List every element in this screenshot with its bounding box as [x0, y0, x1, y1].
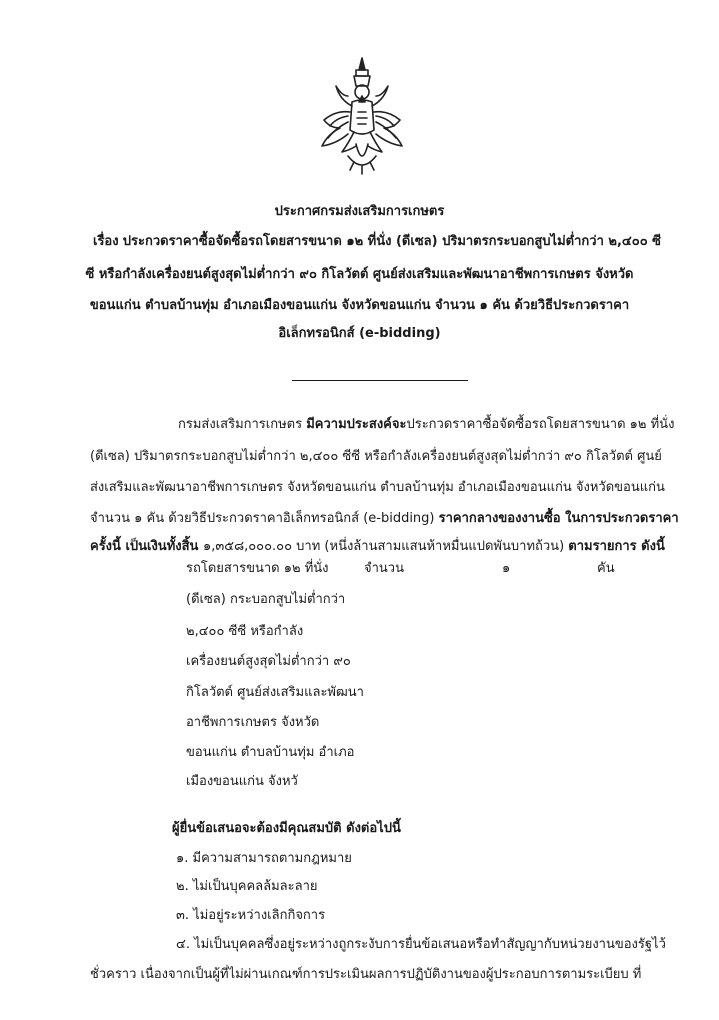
body-line-1-c: ประกวดราคาซื้อจัดซื้อรถโดยสารขนาด ๑๒ ที่นั่ง — [406, 417, 675, 432]
qualification-item-1: ๑. มีความสามารถตามกฎหมาย — [176, 851, 352, 866]
qualification-continuation: ชั่วคราว เนื่องจากเป็นผู้ที่ไม่ผ่านเกณฑ์การประเมินผลการปฏิบัติงานของผู้ประกอบการตามระเบียบ ที่ — [90, 967, 642, 982]
body-line-4-a: จำนวน ๑ คัน ด้วยวิธีประกวดราคาอิเล็กทรอนิกส์ (e-bidding) — [90, 511, 439, 526]
body-line-2: (ดีเซล) ปริมาตรกระบอกสูบไม่ต่ำกว่า ๒,๔๐๐ ซีซี หรือกำลังเครื่องยนต์สูงสุดไม่ต่ำกว่า ๙๐ กิโลวัตต์ ศูนย์ — [90, 449, 662, 464]
body-line-3: ส่งเสริมและพัฒนาอาชีพการเกษตร จังหวัดขอนแก่น ตำบลบ้านทุ่ม อำเภอเมืองขอนแก่น จังหวัดขอนแก่น — [90, 480, 665, 495]
item-qty-label: จำนวน — [364, 561, 404, 576]
budget-amount: ๑,๓๕๘,๐๐๐.๐๐ — [202, 539, 293, 554]
body-line-4-b: ราคากลางของงานซื้อ ในการประกวดราคา — [438, 511, 679, 526]
qualifications-heading: ผู้ยื่นข้อเสนอจะต้องมีคุณสมบัติ ดังต่อไปนี้ — [172, 821, 401, 836]
body-line-1-a: กรมส่งเสริมการเกษตร — [178, 417, 307, 432]
item-qty-value: ๑ — [502, 561, 511, 576]
item-desc-line-3: ๒,๔๐๐ ซีซี หรือกำลัง — [186, 624, 304, 639]
item-desc-line-4: เครื่องยนต์สูงสุดไม่ต่ำกว่า ๙๐ — [186, 654, 351, 669]
body-line-1 — [178, 416, 674, 434]
subject-line-1 — [93, 233, 661, 251]
item-desc-line-7: ขอนแก่น ตำบลบ้านทุ่ม อำเภอ — [186, 745, 355, 760]
garuda-emblem-icon — [318, 56, 406, 176]
budget-label: ครั้งนี้ เป็นเงินทั้งสิ้น — [90, 539, 203, 554]
items-intro: ตามรายการ ดังนี้ — [568, 539, 665, 554]
item-desc-line-5: กิโลวัตต์ ศูนย์ส่งเสริมและพัฒนา — [186, 685, 364, 700]
subject-label: เรื่อง — [93, 234, 119, 249]
item-desc-line-2: (ดีเซล) กระบอกสูบไม่ต่ำกว่า — [186, 592, 346, 607]
body-line-5 — [90, 538, 665, 556]
qualification-item-4: ๔. ไม่เป็นบุคคลซึ่งอยู่ระหว่างถูกระงับการยื่นข้อเสนอหรือทำสัญญากับหน่วยงานของรัฐไว้ — [176, 937, 666, 952]
budget-words: บาท (หนึ่งล้านสามแสนห้าหมื่นแปดพันบาทถ้วน) — [292, 539, 569, 554]
subject-line-4: อิเล็กทรอนิกส์ (e-bidding) — [278, 326, 441, 341]
divider-line — [292, 380, 468, 381]
item-desc-line-1: รถโดยสารขนาด ๑๒ ที่นั่ง — [186, 561, 329, 576]
body-line-4 — [90, 510, 679, 528]
item-desc-line-8: เมืองขอนแก่น จังหวั — [186, 774, 298, 789]
item-desc-line-6: อาชีพการเกษตร จังหวัด — [186, 715, 320, 730]
item-unit: คัน — [597, 561, 615, 576]
body-line-1-b: มีความประสงค์จะ — [306, 417, 407, 432]
issuer-title: ประกาศกรมส่งเสริมการเกษตร — [274, 204, 445, 219]
subject-line-2: ซี หรือกำลังเครื่องยนต์สูงสุดไม่ต่ำกว่า ๙๐ กิโลวัตต์ ศูนย์ส่งเสริมและพัฒนาอาชีพการเกษตร จังหวัด — [85, 267, 634, 282]
qualification-item-3: ๓. ไม่อยู่ระหว่างเลิกกิจการ — [176, 908, 326, 923]
subject-text-1: ประกวดราคาซื้อจัดซื้อรถโดยสารขนาด ๑๒ ที่นั่ง (ดีเซล) ปริมาตรกระบอกสูบไม่ต่ำกว่า ๒,๔๐๐ ซี — [122, 234, 661, 249]
qualification-item-2: ๒. ไม่เป็นบุคคลล้มละลาย — [176, 879, 318, 894]
subject-line-3: ขอนแก่น ตำบลบ้านทุ่ม อำเภอเมืองขอนแก่น จังหวัดขอนแก่น จำนวน ๑ คัน ด้วยวิธีประกวดราคา — [89, 298, 630, 313]
